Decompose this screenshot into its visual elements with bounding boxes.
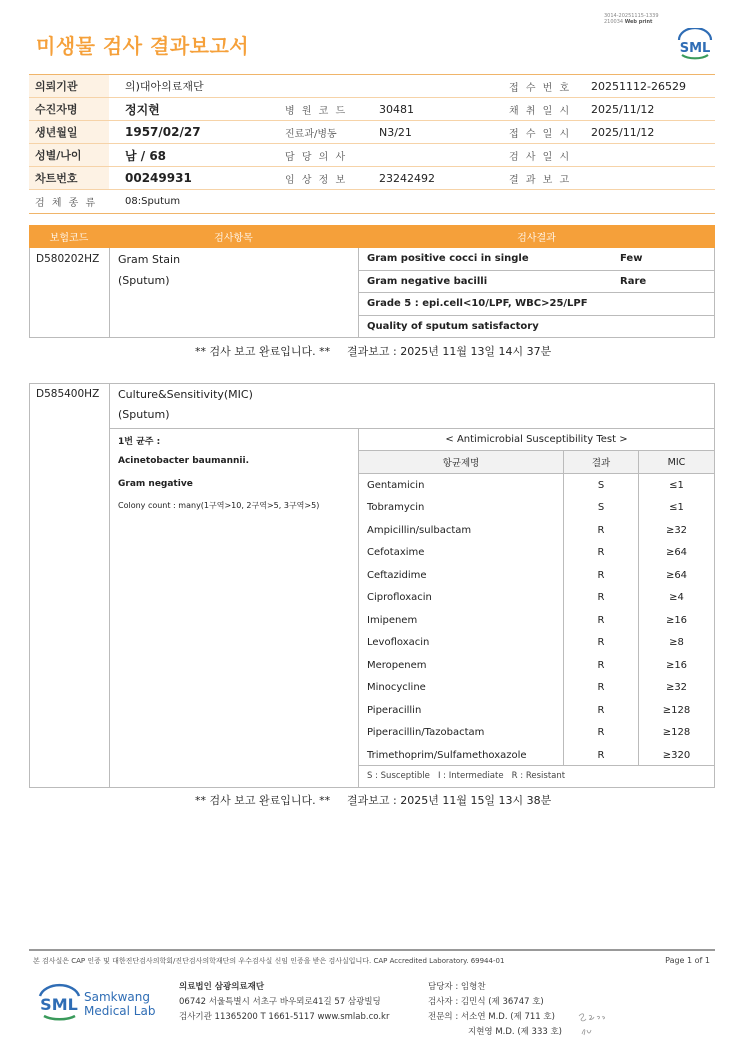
clinical-label: 임 상 정 보: [285, 174, 348, 186]
svg-text:SML: SML: [40, 995, 78, 1014]
page-number: Page 1 of 1: [665, 956, 710, 965]
drug-name: Ciprofloxacin: [367, 592, 432, 603]
info-row: [29, 144, 715, 167]
drug-mic: ≥128: [662, 727, 691, 738]
receipt-no-value: 20251112-26529: [591, 79, 686, 93]
requester-label: 의뢰기관: [29, 75, 109, 97]
gram-item: Gram Stain: [118, 253, 181, 266]
gram-result-label: Gram positive cocci in single: [367, 253, 529, 264]
organism-gram: Gram negative: [118, 479, 193, 489]
svg-text:SML: SML: [679, 41, 711, 56]
drug-name: Levofloxacin: [367, 637, 430, 648]
drug-name: Tobramycin: [367, 502, 425, 513]
drug-result: R: [597, 659, 605, 671]
drug-mic: ≥320: [662, 749, 691, 761]
doctor-value: [361, 144, 499, 166]
drug-name: Ampicillin/sulbactam: [367, 524, 472, 536]
drug-result: R: [597, 547, 605, 558]
culture-item-sub: (Sputum): [118, 408, 170, 421]
gram-result-value: Rare: [620, 275, 647, 287]
drug-mic: ≤1: [669, 502, 684, 513]
tested-label: 검 사 일 시: [509, 151, 572, 163]
drug-result: R: [597, 614, 605, 626]
sml-logo-icon: [676, 28, 714, 60]
received-label: 접 수 일 시: [509, 128, 572, 140]
samkwang-logo-icon: [37, 980, 82, 1024]
chart-label: 차트번호: [29, 167, 109, 189]
drug-name: Minocycline: [367, 682, 426, 693]
drug-name: Ceftazidime: [367, 569, 427, 581]
drug-mic: ≥32: [665, 682, 688, 693]
dept-value: N3/21: [379, 125, 412, 139]
gram-report-time: 결과보고 : 2025년 11월 13일 14시 37분: [347, 345, 552, 358]
sex-age-label: 성별/나이: [29, 144, 109, 166]
info-row: [29, 98, 715, 121]
specimen-label: 검 체 종 류: [35, 198, 98, 209]
culture-report-time: 결과보고 : 2025년 11월 15일 13시 38분: [347, 794, 552, 807]
specimen-value: 08:Sputum: [125, 196, 181, 207]
birth-label: 생년월일: [29, 121, 109, 143]
hospital-code-label: 병 원 코 드: [285, 105, 348, 117]
report-value: [579, 167, 715, 189]
drug-mic: ≥4: [669, 592, 684, 603]
info-row: [29, 121, 715, 144]
drug-name: Meropenem: [367, 659, 427, 671]
received-value: 2025/11/12: [591, 125, 655, 139]
drug-name: Gentamicin: [367, 479, 425, 491]
drug-name: Piperacillin: [367, 704, 422, 716]
doctor-label: 담 당 의 사: [285, 151, 348, 163]
company-address: 의료법인 삼광의료재단 06742 서울특별시 서초구 바우뫼로41길 57 삼광빌딩 검사기관 11365200 T 1661-5117 www.smlab.co.kr: [179, 982, 390, 1022]
name-value: 정지현: [125, 102, 160, 117]
drug-result: R: [597, 704, 605, 716]
requester-value: 의)대아의료재단: [125, 80, 204, 93]
info-row: [29, 75, 715, 98]
drug-result: R: [597, 637, 605, 648]
report-title: 미생물 검사 결과보고서: [36, 34, 250, 58]
result-column-header: 결과: [564, 451, 638, 473]
drug-column-header: 항균제명: [359, 451, 563, 473]
info-row: [29, 190, 715, 214]
clinical-value: 23242492: [379, 171, 435, 185]
ast-title: < Antimicrobial Susceptibility Test >: [445, 434, 628, 445]
ast-legend: S : Susceptible I : Intermediate R : Resistant: [367, 771, 566, 781]
drug-result: R: [597, 749, 605, 761]
patient-info: [29, 74, 715, 214]
organism-name: Acinetobacter baumannii.: [118, 456, 249, 466]
gram-result-value: Few: [620, 253, 643, 264]
gram-done-text: ** 검사 보고 완료입니다. **: [195, 345, 331, 358]
drug-name: Piperacillin/Tazobactam: [367, 727, 485, 738]
sex-age-value: 남 / 68: [125, 148, 167, 163]
drug-result: S: [597, 479, 605, 491]
organism-number: 1번 균주 :: [118, 437, 161, 447]
document-code: 3014-20251115-1339 210034 Web print: [604, 13, 659, 25]
culture-done-text: ** 검사 보고 완료입니다. **: [195, 794, 331, 807]
result-table-header: [29, 225, 715, 248]
company-name-en: Samkwang Medical Lab: [84, 990, 156, 1018]
drug-mic: ≥32: [665, 524, 688, 536]
name-label: 수진자명: [29, 98, 109, 120]
drug-result: R: [597, 682, 605, 693]
footer-divider: [29, 949, 715, 951]
staff-list: 담당자 : 임형찬 검사자 : 김민식 (제 36747 호) 전문의 : 서소연 M.D. (제 711 호) 지현영 M.D. (제 333 호): [428, 982, 563, 1037]
drug-mic: ≥128: [662, 704, 691, 716]
drug-result: R: [597, 727, 605, 738]
drug-name: Imipenem: [367, 614, 418, 626]
report-label: 결 과 보 고: [509, 174, 572, 186]
drug-mic: ≥16: [665, 659, 688, 671]
drug-result: R: [597, 569, 605, 581]
handwritten-signature: [576, 1008, 610, 1040]
drug-result: R: [597, 592, 605, 603]
drug-mic: ≤1: [669, 479, 684, 491]
culture-item: Culture&Sensitivity(MIC): [118, 388, 253, 401]
drug-name: Trimethoprim/Sulfamethoxazole: [367, 749, 527, 761]
accreditation-note: 본 검사실은 CAP 인증 및 대한진단검사의학회/진단검사의학재단의 우수검사실 신임 인증을 받은 검사실입니다. CAP Accredited Laboratory. 69944-01: [33, 957, 505, 965]
mic-column-header: MIC: [639, 451, 714, 473]
receipt-no-label: 접 수 번 호: [509, 82, 572, 94]
dept-label: 진료과/병동: [285, 128, 337, 140]
gram-code: D580202HZ: [36, 253, 100, 265]
gram-item-sub: (Sputum): [118, 274, 170, 287]
culture-code: D585400HZ: [36, 388, 100, 400]
insurance-code-header: 보험코드: [49, 233, 89, 244]
birth-value: 1957/02/27: [125, 125, 201, 139]
colony-count: Colony count : many(1구역>10, 2구역>5, 3구역>5): [118, 501, 320, 510]
gram-result-label: Grade 5 : epi.cell<10/LPF, WBC>25/LPF: [367, 298, 588, 309]
drug-result: R: [597, 524, 605, 536]
gram-result-label: Quality of sputum satisfactory: [367, 320, 539, 332]
drug-mic: ≥64: [665, 547, 688, 558]
drug-result: S: [597, 502, 605, 513]
chart-value: 00249931: [125, 171, 192, 185]
test-result-header: 검사결과: [517, 233, 556, 244]
hospital-code-value: 30481: [379, 102, 414, 116]
gram-result-label: Gram negative bacilli: [367, 275, 488, 287]
drug-mic: ≥64: [665, 569, 688, 581]
tested-value: [579, 144, 715, 166]
drug-mic: ≥8: [669, 637, 684, 648]
drug-mic: ≥16: [665, 614, 688, 626]
test-item-header: 검사항목: [214, 233, 253, 244]
collected-label: 채 취 일 시: [509, 105, 572, 117]
info-row: [29, 167, 715, 190]
collected-value: 2025/11/12: [591, 102, 655, 116]
drug-name: Cefotaxime: [367, 547, 425, 558]
